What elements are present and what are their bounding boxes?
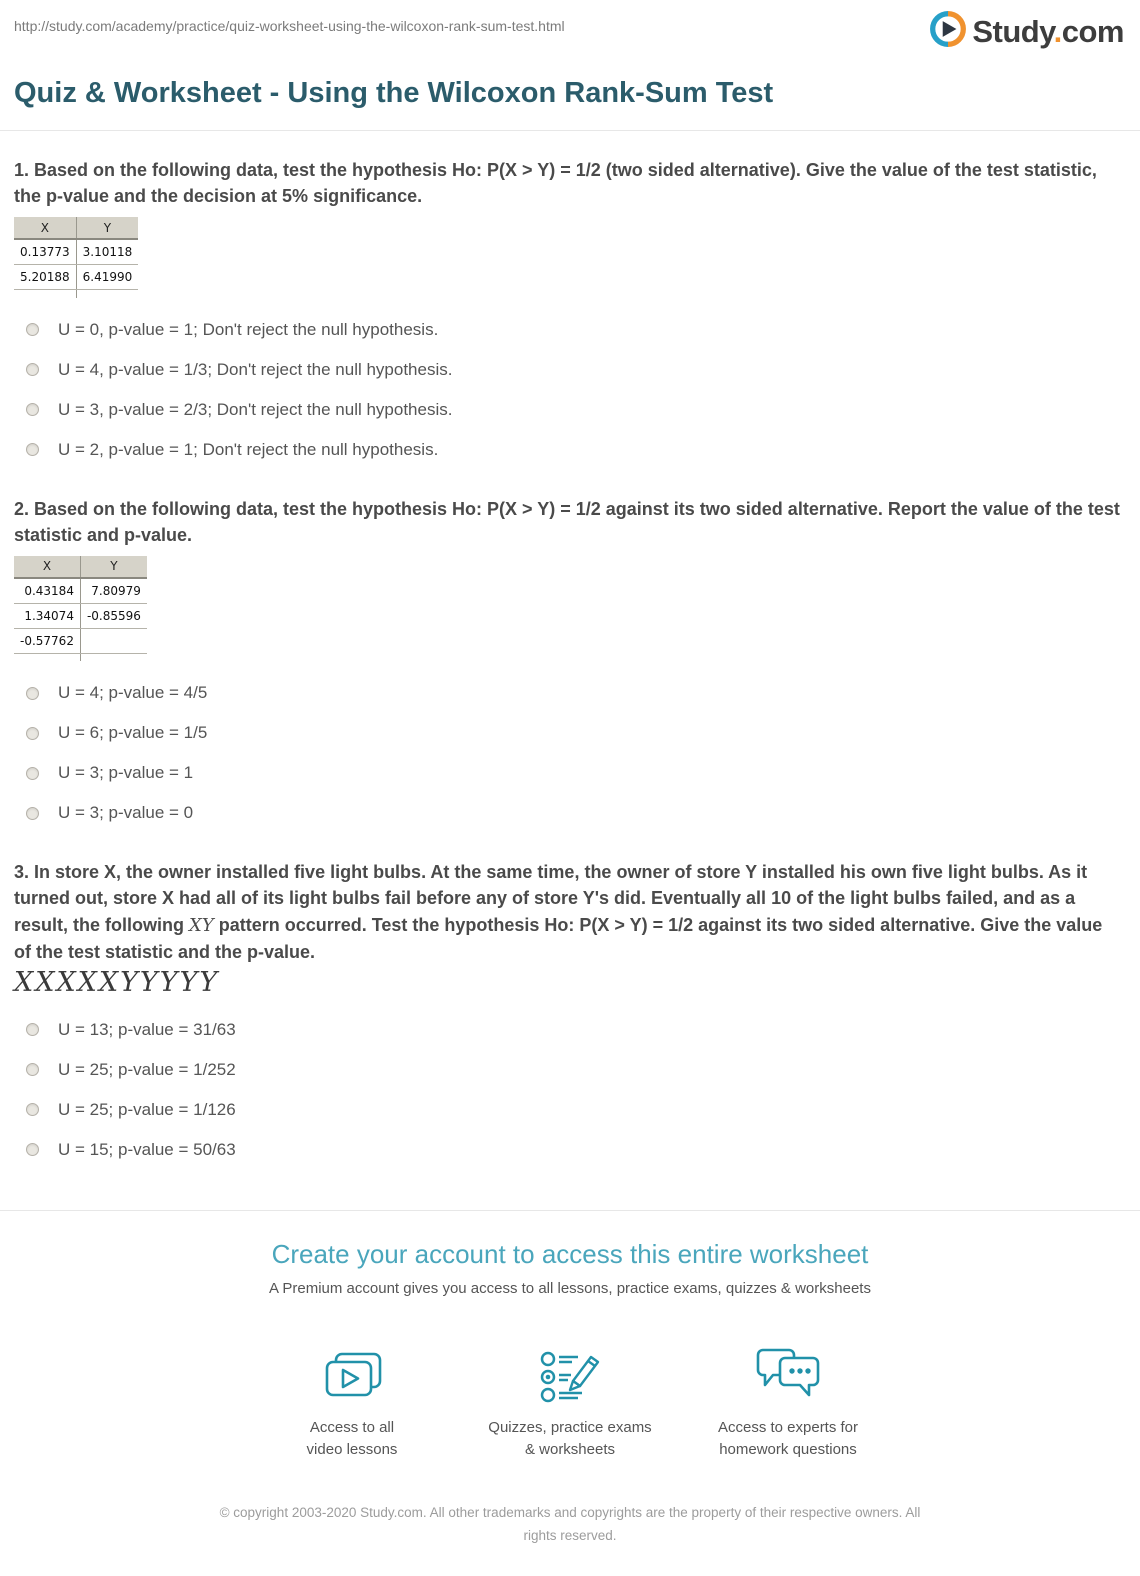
feature-label [252, 1417, 452, 1462]
option-label[interactable]: U = 25; p-value = 1/126 [58, 1099, 236, 1119]
table-tail-row [14, 290, 138, 298]
option-label[interactable]: U = 0, p-value = 1; Don't reject the null hypothesis. [58, 319, 439, 339]
copyright-notice: © copyright 2003-2020 Study.com. All other trademarks and copyrights are the property of their respective owners. All rights reserved. [219, 1504, 921, 1543]
option-label[interactable]: U = 6; p-value = 1/5 [58, 723, 208, 743]
question-2-options [14, 673, 1120, 833]
question-3-text [14, 859, 1120, 964]
page-url: http://study.com/academy/practice/quiz-worksheet-using-the-wilcoxon-rank-sum-test.html [14, 18, 565, 34]
option-label[interactable]: U = 3, p-value = 2/3; Don't reject the null hypothesis. [58, 399, 453, 419]
table-cell: 5.20188 [14, 265, 76, 290]
logo-word-com: com [1061, 14, 1124, 49]
answer-option[interactable] [14, 390, 1120, 430]
feature-label [688, 1417, 888, 1462]
title-divider [0, 130, 1140, 131]
radio-button-icon[interactable] [26, 363, 39, 376]
feature-label [470, 1417, 670, 1462]
question-2 [14, 496, 1120, 834]
option-label[interactable]: U = 4; p-value = 4/5 [58, 683, 208, 703]
question-1-data-table [14, 217, 138, 298]
answer-option[interactable] [14, 713, 1120, 753]
question-1 [14, 157, 1120, 470]
answer-option[interactable] [14, 310, 1120, 350]
page-title: Quiz & Worksheet - Using the Wilcoxon Rank-Sum Test [14, 77, 774, 109]
answer-option[interactable] [14, 430, 1120, 470]
question-3-text-after: pattern occurred. Test the hypothesis Ho: P(X > Y) = 1/2 against its two sided alternative. Give the value of the test statistic and the p-value. [14, 914, 1103, 962]
option-label[interactable]: U = 3; p-value = 0 [58, 803, 194, 823]
feature-video-lessons [252, 1343, 452, 1462]
table-cell: 7.80979 [80, 578, 146, 604]
feature-homework-experts [688, 1343, 888, 1462]
table-row [14, 265, 138, 290]
question-3-options [14, 1010, 1120, 1170]
feature-quizzes-worksheets [470, 1343, 670, 1462]
radio-button-icon[interactable] [26, 767, 39, 780]
radio-button-icon[interactable] [26, 727, 39, 740]
table-header-x: X [14, 556, 80, 578]
answer-option[interactable] [14, 1050, 1120, 1090]
radio-button-icon[interactable] [26, 1103, 39, 1116]
logo-text [972, 16, 1124, 47]
top-bar [0, 0, 1140, 53]
answer-option[interactable] [14, 350, 1120, 390]
video-lessons-icon [252, 1343, 452, 1405]
radio-button-icon[interactable] [26, 807, 39, 820]
table-cell: 1.34074 [14, 603, 80, 628]
feature-label-line: & worksheets [524, 1441, 616, 1459]
account-cta-section [0, 1210, 1140, 1576]
option-label[interactable]: U = 25; p-value = 1/252 [58, 1059, 236, 1079]
feature-label-line: video lessons [306, 1441, 398, 1459]
table-cell: -0.57762 [14, 628, 80, 653]
table-header-x: X [14, 217, 76, 239]
answer-option[interactable] [14, 673, 1120, 713]
answer-option[interactable] [14, 1010, 1120, 1050]
cta-subheading: A Premium account gives you access to all lessons, practice exams, quizzes & worksheets [269, 1279, 871, 1297]
feature-label-line: Access to experts for [717, 1418, 859, 1436]
option-label[interactable]: U = 2, p-value = 1; Don't reject the null hypothesis. [58, 439, 439, 459]
question-2-text: 2. Based on the following data, test the hypothesis Ho: P(X > Y) = 1/2 against its two sided alternative. Report the value of the test statistic and p-value. [14, 498, 1120, 545]
table-tail-row [14, 653, 147, 661]
answer-option[interactable] [14, 793, 1120, 833]
option-label[interactable]: U = 4, p-value = 1/3; Don't reject the null hypothesis. [58, 359, 453, 379]
radio-button-icon[interactable] [26, 323, 39, 336]
feature-label-line: Access to all [309, 1418, 395, 1436]
table-row [14, 628, 147, 653]
table-header-y: Y [76, 217, 138, 239]
cta-heading: Create your account to access this entire worksheet [271, 1238, 869, 1269]
table-cell: 6.41990 [76, 265, 138, 290]
question-3-xy-italic: XY [189, 914, 214, 936]
quizzes-worksheets-icon [470, 1343, 670, 1405]
radio-button-icon[interactable] [26, 1143, 39, 1156]
question-3-text-before: 3. In store X, the owner installed five light bulbs. At the same time, the owner of store Y installed his own five light bulbs. As it turned out, store X had all of its light bulbs fail before any of store Y's did. Eventually all 10 of the light bulbs failed, and as a result, the following [14, 862, 1088, 935]
table-cell: 3.10118 [76, 239, 138, 265]
radio-button-icon[interactable] [26, 443, 39, 456]
question-2-data-table [14, 556, 147, 662]
answer-option[interactable] [14, 1130, 1120, 1170]
study-logo[interactable] [929, 10, 1124, 53]
logo-dot: . [1053, 14, 1062, 49]
feature-list [0, 1343, 1140, 1462]
feature-label-line: Quizzes, practice exams [488, 1418, 652, 1436]
table-cell [80, 628, 146, 653]
table-cell: 0.13773 [14, 239, 76, 265]
question-3 [14, 859, 1120, 1169]
radio-button-icon[interactable] [26, 1023, 39, 1036]
table-cell: 0.43184 [14, 578, 80, 604]
question-1-options [14, 310, 1120, 470]
option-label[interactable]: U = 3; p-value = 1 [58, 763, 194, 783]
answer-option[interactable] [14, 753, 1120, 793]
homework-experts-icon [688, 1343, 888, 1405]
logo-word-study: Study [972, 14, 1054, 49]
question-1-text: 1. Based on the following data, test the hypothesis Ho: P(X > Y) = 1/2 (two sided alternative). Give the value of the test statistic, the p-value and the decision at 5% significance. [14, 160, 1097, 207]
xy-pattern: XXXXXYYYYY [14, 966, 220, 998]
answer-option[interactable] [14, 1090, 1120, 1130]
radio-button-icon[interactable] [26, 403, 39, 416]
table-cell: -0.85596 [80, 603, 146, 628]
play-circle-icon [929, 10, 967, 53]
table-row [14, 603, 147, 628]
option-label[interactable]: U = 13; p-value = 31/63 [58, 1019, 236, 1039]
feature-label-line: homework questions [719, 1441, 857, 1459]
option-label[interactable]: U = 15; p-value = 50/63 [58, 1139, 236, 1159]
radio-button-icon[interactable] [26, 687, 39, 700]
table-header-y: Y [80, 556, 146, 578]
table-row [14, 578, 147, 604]
radio-button-icon[interactable] [26, 1063, 39, 1076]
table-row [14, 239, 138, 265]
